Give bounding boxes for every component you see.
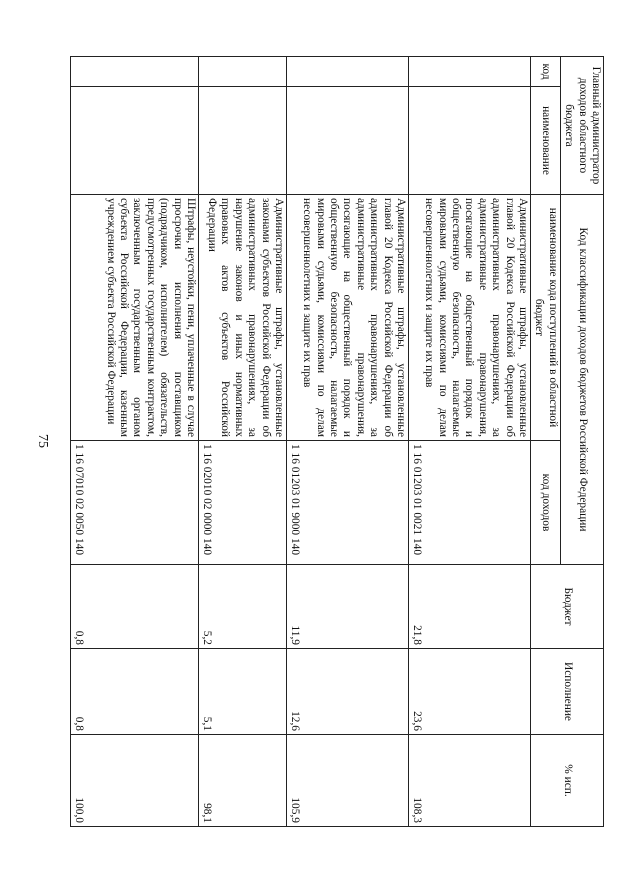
row-execution: 0,8 — [70, 649, 198, 735]
row-percent: 108,3 — [408, 735, 530, 827]
header-budget: Бюджет — [530, 565, 603, 649]
row-execution: 12,6 — [286, 649, 408, 735]
rotated-table-container — [73, 56, 604, 826]
row-name: Административные штрафы, установленные главой 20 Кодекса Российской Федерации об административных правонарушениях, за административные правонарушения, посягающие на общественный порядок и общественную безопасность, налагаемые мировыми судьями, комиссиями по делам несовершеннолетних и защите их прав — [408, 195, 530, 441]
header-admin-group: Главный администратор доходов областного бюджета — [560, 57, 603, 195]
row-name: Административные штрафы, установленные законами субъектов Российской Федерации об административных правонарушениях, за нарушение законов и иных нормативных правовых актов субъектов Российской Федерации — [198, 195, 286, 441]
table-row — [286, 57, 408, 827]
row-budget: 21,8 — [408, 565, 530, 649]
row-admin-code — [70, 57, 198, 87]
header-class-group: Код классификации доходов бюджетов Российской Федерации — [560, 195, 603, 565]
row-code: 1 16 02010 02 0000 140 — [198, 441, 286, 565]
row-budget: 11,9 — [286, 565, 408, 649]
row-budget: 0,8 — [70, 565, 198, 649]
revenue-table — [70, 56, 604, 827]
row-admin-code — [198, 57, 286, 87]
row-percent: 98,1 — [198, 735, 286, 827]
row-name: Административные штрафы, установленные главой 20 Кодекса Российской Федерации об административных правонарушениях, за административные правонарушения, посягающие на общественный порядок и общественную безопасность, налагаемые мировыми судьями, комиссиями по делам несовершеннолетних и защите их прав — [286, 195, 408, 441]
page-number: 75 — [35, 434, 50, 448]
row-admin-code — [286, 57, 408, 87]
table-row — [198, 57, 286, 827]
header-execution: Исполнение — [530, 649, 603, 735]
header-class-name: наименование кода поступлений в областной бюджет — [530, 195, 560, 441]
header-row-1 — [560, 57, 603, 827]
row-percent: 105,9 — [286, 735, 408, 827]
row-admin-name — [70, 87, 198, 195]
row-code: 1 16 07010 02 0050 140 — [70, 441, 198, 565]
header-percent: % исп. — [530, 735, 603, 827]
row-execution: 23,6 — [408, 649, 530, 735]
header-admin-code: код — [530, 57, 560, 87]
row-execution: 5,1 — [198, 649, 286, 735]
row-percent: 100,0 — [70, 735, 198, 827]
row-admin-code — [408, 57, 530, 87]
row-code: 1 16 01203 01 9000 140 — [286, 441, 408, 565]
row-admin-name — [198, 87, 286, 195]
header-class-code: код доходов — [530, 441, 560, 565]
row-admin-name — [408, 87, 530, 195]
row-name: Штрафы, неустойки, пени, уплаченные в случае просрочки исполнения поставщиком (подрядчиком, исполнителем) обязательств, предусмотренных государственным контрактом, заключенным государственным органом субъекта Российской Федерации, казенным учреждением субъекта Российской Федерации — [70, 195, 198, 441]
header-admin-name: наименование — [530, 87, 560, 195]
table-row — [408, 57, 530, 827]
row-code: 1 16 01203 01 0021 140 — [408, 441, 530, 565]
row-admin-name — [286, 87, 408, 195]
row-budget: 5,2 — [198, 565, 286, 649]
table-row — [70, 57, 198, 827]
